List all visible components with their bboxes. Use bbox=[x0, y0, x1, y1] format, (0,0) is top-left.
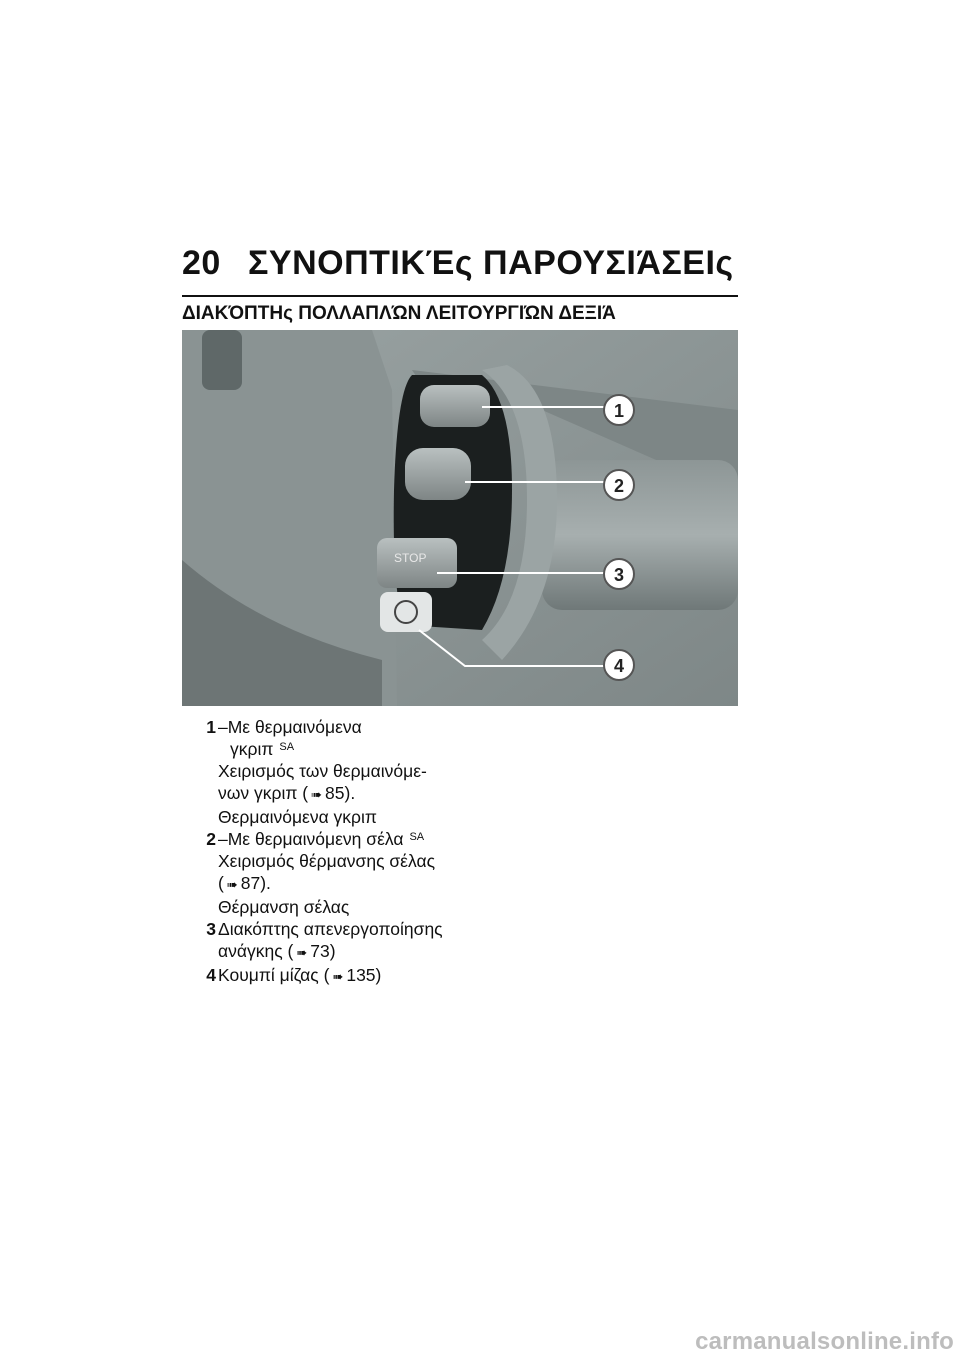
page-reference[interactable]: 85). bbox=[325, 783, 356, 803]
arrow-reference-icon: ➠ bbox=[296, 945, 308, 960]
legend-item-body bbox=[216, 716, 427, 828]
svg-text:2: 2 bbox=[613, 476, 625, 496]
legend-line: Διακόπτης απενεργοποίησης bbox=[218, 919, 443, 939]
header-rule bbox=[182, 295, 738, 297]
arrow-reference-icon: ➠ bbox=[332, 969, 344, 984]
arrow-reference-icon: ➠ bbox=[226, 877, 238, 892]
legend-item bbox=[182, 918, 482, 964]
legend-item bbox=[182, 828, 482, 918]
page-reference[interactable]: 135) bbox=[346, 965, 382, 985]
legend-line: Χειρισμός των θερμαινόμε- bbox=[218, 761, 427, 781]
handlebar-illustration bbox=[182, 330, 738, 706]
legend-list bbox=[182, 716, 482, 988]
callout-1 bbox=[604, 395, 634, 425]
legend-item-number: 1 bbox=[206, 717, 216, 737]
section-title: ΔΙΑΚΌΠΤΗς ΠΟΛΛΑΠΛΏΝ ΛΕΙΤΟΥΡΓΙΏΝ ΔΕΞΙΆ bbox=[182, 303, 616, 324]
svg-text:4: 4 bbox=[613, 656, 625, 676]
watermark: carmanualsonline.info bbox=[695, 1328, 954, 1355]
page-reference[interactable]: 87). bbox=[240, 873, 271, 893]
chapter-title: ΣΥΝΟΠΤΙΚΈς ΠΑΡΟΥΣΙΆΣΕΙς bbox=[248, 244, 734, 282]
legend-line: –Με θερμαινόμενη σέλα $^{SA}$ bbox=[218, 829, 425, 849]
legend-line: γκριπ $^{SA}$ bbox=[230, 739, 295, 759]
svg-text:3: 3 bbox=[613, 565, 625, 585]
legend-line: Θερμαινόμενα γκριπ bbox=[218, 807, 377, 827]
legend-line: Θέρμανση σέλας bbox=[218, 897, 350, 917]
sa-badge: SA bbox=[409, 831, 425, 843]
legend-line: Κουμπί μίζας ( ➠ 135) bbox=[218, 964, 381, 988]
legend-line: ( ➠ 87). bbox=[218, 872, 435, 896]
callout-2 bbox=[604, 470, 634, 500]
legend-item-number: 3 bbox=[206, 919, 216, 939]
handlebar-switch-figure bbox=[182, 330, 738, 706]
page-reference[interactable]: 73) bbox=[310, 941, 336, 961]
arrow-reference-icon: ➠ bbox=[311, 787, 323, 802]
legend-item bbox=[182, 964, 482, 988]
legend-line: ανάγκης ( ➠ 73) bbox=[218, 940, 443, 964]
stop-label: STOP bbox=[394, 551, 427, 565]
legend-line: Χειρισμός θέρμανσης σέλας bbox=[218, 851, 436, 871]
chapter-header bbox=[182, 244, 734, 283]
legend-item bbox=[182, 716, 482, 828]
legend-line: νων γκριπ ( ➠ 85). bbox=[218, 782, 427, 806]
sa-badge: SA bbox=[279, 741, 295, 753]
legend-item-body bbox=[216, 918, 443, 964]
legend-line: –Με θερμαινόμενα bbox=[218, 717, 362, 737]
svg-text:1: 1 bbox=[613, 401, 625, 421]
callout-4 bbox=[604, 650, 634, 680]
page-number: 20 bbox=[182, 244, 221, 282]
callout-3 bbox=[604, 559, 634, 589]
legend-item-number: 4 bbox=[206, 965, 216, 985]
legend-item-body bbox=[216, 828, 435, 918]
legend-item-body bbox=[216, 964, 381, 988]
legend-item-number: 2 bbox=[206, 829, 216, 849]
